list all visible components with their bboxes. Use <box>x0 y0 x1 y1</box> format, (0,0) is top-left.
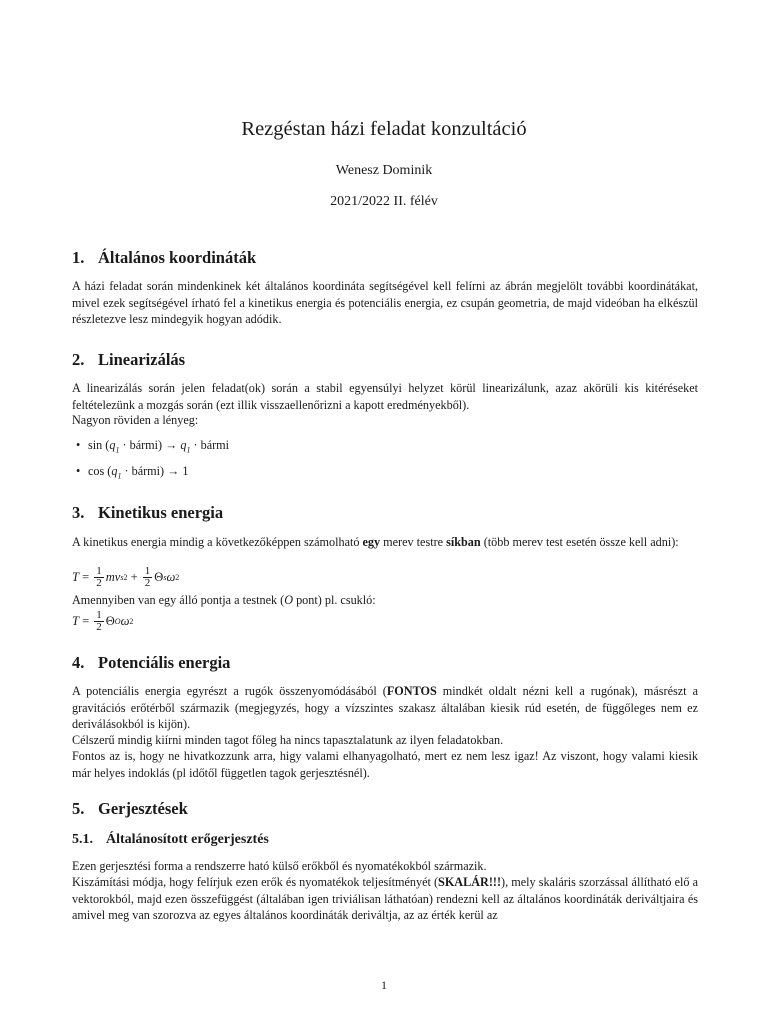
list-item: • $\sin (q_1$ · bármi) → $q_1$ · bármi <box>72 437 229 463</box>
section-heading-3 <box>72 503 223 523</box>
section-3-line2: Amennyiben van egy álló pontja a testnek (O pont) pl. csukló: <box>72 593 376 607</box>
linearization-list <box>72 437 229 489</box>
section-number: 4. <box>72 653 85 672</box>
kinetic-energy-fixed-point-formula: T = $\frac{1}{2}$ Θ O ω 2 <box>72 609 134 633</box>
subsection-title: Általánosított erőgerjesztés <box>106 832 269 847</box>
subsection-5-1-paragraph-1: Ezen gerjesztési forma a rendszerre ható külső erőkből és nyomatékokból származik. <box>72 859 487 873</box>
section-2-intro: Nagyon röviden a lényeg: <box>72 413 199 427</box>
section-1-paragraph: A házi feladat során mindenkinek két általános koordináta segítségével kell felírni az ábrán megjelölt további koordinátákat, mivel ezek segítségével írható fel a kinetikus energia és potenciális energia, ez csupán geometria, de majd videóban ha elkészül részletezve lesz mindegyik hogyan adódik. <box>72 279 698 327</box>
subsection-5-1-paragraph-2: Kiszámítási módja, hogy felírjuk ezen erők és nyomatékok teljesítményét (SKALÁR!!!), mely skaláris szorzással állítható elő a vektorokból, majd ezen összefüggést (általában igen triviálisan láthatóan) rendezni kell az általános koordináták deriváltjaira és amivel meg van szorozva az egyes általános koordináták deriváltja, az az érték kerül az <box>72 875 698 923</box>
subsection-heading-5-1 <box>72 832 269 848</box>
document-title: Rezgéstan házi feladat konzultáció <box>241 118 527 140</box>
list-item: • $\cos (q_1$ · bármi) → 1 <box>72 463 229 489</box>
section-number: 5. <box>72 799 85 818</box>
section-2-paragraph: A linearizálás során jelen feladat(ok) során a stabil egyensúlyi helyzet körül linearizálunk, azaz akörüli kis kitéréseket feltételezünk a mozgás során (ezt illik visszaellenőrizni a kapott eredményekből). <box>72 381 698 412</box>
section-3-paragraph: A kinetikus energia mindig a következőképpen számolható egy merev testre síkban (több merev test esetén össze kell adni): <box>72 535 679 549</box>
section-title: Kinetikus energia <box>98 503 224 522</box>
section-4-paragraph-3: Fontos az is, hogy ne hivatkozzunk arra, higy valami elhanyagolható, mert ez nem lesz igaz! Az viszont, hogy valami kiesik már helyes indoklás (pl időtől független tagok gerjesztésnél). <box>72 749 698 780</box>
section-heading-2 <box>72 350 185 370</box>
section-number: 2. <box>72 350 85 369</box>
section-heading-4 <box>72 653 230 673</box>
subsection-number: 5.1. <box>72 832 93 847</box>
section-title: Potenciális energia <box>98 653 231 672</box>
section-title: Gerjesztések <box>98 799 188 818</box>
section-heading-1 <box>72 248 256 268</box>
section-title: Linearizálás <box>98 350 186 369</box>
section-title: Általános koordináták <box>98 248 257 267</box>
section-4-paragraph-1: A potenciális energia egyrészt a rugók összenyomódásából (FONTOS mindkét oldalt nézni kell a rugónak), másrészt a gravitációs erőtérből származik (megjegyzés, hogy a vízszintes szakasz általában kiesik rúd esetén, de függőleges nem ez deriválásokból is kijön). <box>72 684 698 732</box>
section-4-paragraph-2: Célszerű mindig kiírni minden tagot főleg ha nincs tapasztalatunk az ilyen feladatokban. <box>72 733 504 747</box>
kinetic-energy-formula: T = $\frac{1}{2}$ m v s 2 + $\frac{1}{2}$ Θ s ω 2 <box>72 565 180 589</box>
document-author: Wenesz Dominik <box>335 163 433 178</box>
section-number: 1. <box>72 248 85 267</box>
section-heading-5 <box>72 799 188 819</box>
section-number: 3. <box>72 503 85 522</box>
document-date: 2021/2022 II. félév <box>330 194 438 209</box>
page-number: 1 <box>381 978 387 992</box>
